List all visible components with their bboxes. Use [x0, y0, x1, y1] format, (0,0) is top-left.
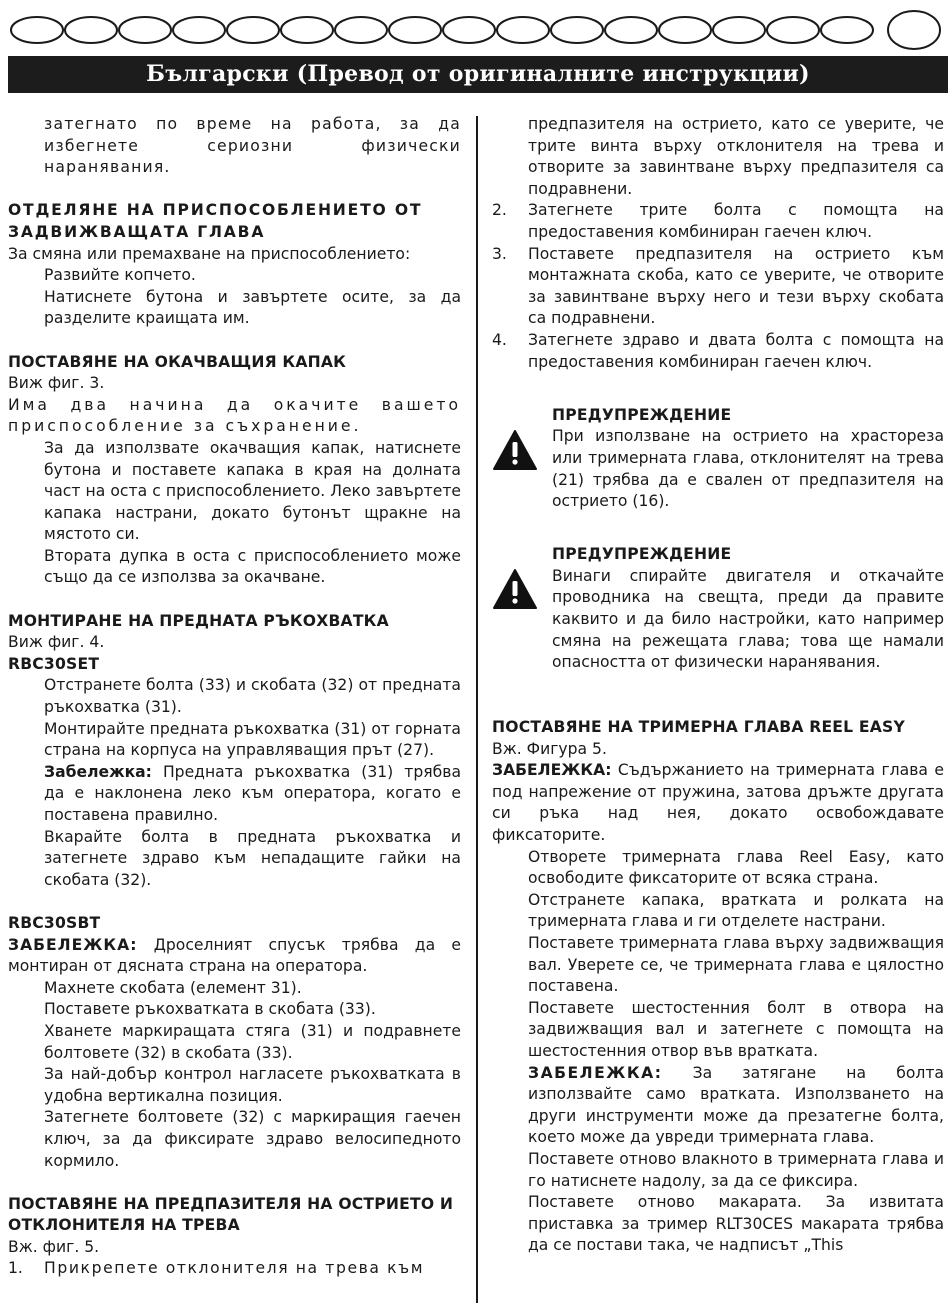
paragraph: предпазителя на острието, като се уверите, че трите винта върху отклонителя на трева и отворите за завинтване върху предпазителя са подравнени. [528, 115, 944, 198]
note-label: ЗАБЕЛЕЖКА: [492, 761, 612, 780]
warning-text: Винаги спирайте двигателя и откачайте проводника на свещта, преди да правите каквито и да било настройки, като например смяна на режещата глава; това ще намали опасността от физически наранявания. [552, 566, 944, 672]
paragraph: Втората дупка в оста с приспособлението може също да се използва за окачване. [44, 546, 461, 587]
section-heading: ПОСТАВЯНЕ НА ОКАЧВАЩИЯ КАПАК [8, 352, 347, 371]
paragraph: Вкарайте болта в предната ръкохватка и затегнете здраво към непадащите гайки на скобата (32). [44, 827, 461, 889]
section-heading: МОНТИРАНЕ НА ПРЕДНАТА РЪКОХВАТКА [8, 611, 389, 630]
note-text: Съдържанието на тримерната глава е под напрежение от пружина, затова дръжте другата си ръка над нея, докато освобождавате фиксаторите. [492, 761, 944, 844]
note [8, 762, 461, 827]
paragraph: Натиснете бутона и завъртете осите, за да разделите краищата им. [44, 287, 461, 328]
language-tab-oval [335, 17, 387, 43]
list-number: 4. [492, 330, 507, 349]
warning-title: ПРЕДУПРЕЖДЕНИЕ [552, 405, 732, 424]
note-text: Дроселният спусък трябва да е монтиран от дясната страна на оператора. [8, 935, 461, 976]
note-text: За затягане на болта използвайте само вратката. Използването на други инструменти може да презатегне болта, което може да увреди тримерната глава. [528, 1063, 944, 1147]
warning-icon [492, 544, 552, 617]
language-tab-oval [713, 17, 765, 43]
figure-ref: Вж. Фигура 5. [492, 739, 607, 758]
paragraph: Има два начина да окачите вашето приспособление за съхранение. [8, 395, 461, 436]
paragraph: Отстранете болта (33) и скобата (32) от предната ръкохватка (31). [44, 676, 461, 717]
figure-ref: Виж фиг. 4. [8, 633, 105, 652]
warning-block [492, 544, 944, 674]
language-tab-oval [821, 17, 873, 43]
list-item [492, 200, 944, 243]
language-tab-oval [659, 17, 711, 43]
paragraph: Махнете скобата (елемент 31). [44, 978, 302, 997]
warning-block [492, 405, 944, 513]
model-label: RBC30SET [8, 654, 100, 673]
note-text: Предната ръкохватка (31) трябва да е наклонена леко към оператора, когато е поставена правилно. [44, 762, 461, 824]
paragraph: Отворете тримерната глава Reel Easy, като освободите фиксаторите от всяка страна. [528, 847, 944, 888]
section-heading: ПОСТАВЯНЕ НА ПРЕДПАЗИТЕЛЯ НА ОСТРИЕТО И ОТКЛОНИТЕЛЯ НА ТРЕВА [8, 1194, 454, 1235]
note-label: ЗАБЕЛЕЖКА: [8, 935, 138, 954]
language-tab-oval [65, 17, 117, 43]
paragraph: Отстранете капака, вратката и ролката на тримерната глава и ги отделете настрани. [528, 890, 944, 931]
language-tab-oval [605, 17, 657, 43]
paragraph: За смяна или премахване на приспособлението: [8, 244, 411, 263]
note [8, 935, 461, 978]
list-item [492, 244, 944, 330]
language-tab-oval [227, 17, 279, 43]
list-text: Затегнете здраво и двата болта с помощта на предоставения комбиниран гаечен ключ. [528, 330, 944, 371]
paragraph: Развийте копчето. [44, 266, 196, 285]
section-heading: ОТДЕЛЯНЕ НА ПРИСПОСОБЛЕНИЕТО ОТ ЗАДВИЖВАЩАТА ГЛАВА [8, 201, 423, 241]
language-tab-oval [767, 17, 819, 43]
paragraph: Поставете отново влакното в тримерната глава и го натиснете надолу, за да се фиксира. [528, 1149, 944, 1190]
language-tab-active [888, 11, 940, 49]
list-item [492, 330, 944, 373]
paragraph: За да използвате окачващия капак, натиснете бутона и поставете капака в края на долната част на оста с приспособлението. Леко завъртете капака настрани, докато бутонът щракне на мястото си. [44, 438, 461, 544]
language-tab-oval [173, 17, 225, 43]
right-column [492, 114, 944, 1257]
paragraph: Монтирайте предната ръкохватка (31) от горната страна на корпуса на управляващия прът (27). [44, 719, 461, 760]
model-label: RBC30SBT [8, 913, 101, 932]
figure-ref: Виж фиг. 3. [8, 374, 105, 393]
left-column [8, 114, 461, 1280]
language-tab-strip [0, 8, 950, 50]
paragraph: Поставете ръкохватката в скобата (33). [44, 1000, 376, 1019]
language-tab-oval [11, 17, 63, 43]
paragraph: Поставете шестостенния болт в отвора на задвижващия вал и затегнете с помощта на шестостенния отвор във вратката. [528, 998, 944, 1060]
note [492, 760, 944, 846]
figure-ref: Вж. фиг. 5. [8, 1237, 100, 1256]
note-label: Забележка: [44, 762, 152, 781]
paragraph: Поставете отново макарата. За извитата приставка за тример RLT30CES макарата трябва да се постави така, че надписът „This [528, 1193, 944, 1255]
list-text: Прикрепете отклонителя на трева към [44, 1259, 425, 1278]
warning-text: При използване на острието на храстореза или тримерната глава, отклонителят на трева (21) трябва да е свален от предпазителя на острието (16). [552, 427, 944, 511]
note [492, 1063, 944, 1149]
paragraph: Поставете тримерната глава върху задвижващия вал. Уверете се, че тримерната глава е цялостно поставена. [528, 933, 944, 996]
list-text: Затегнете трите болта с помощта на предоставения комбиниран гаечен ключ. [528, 201, 944, 241]
list-number: 3. [492, 244, 507, 263]
section-heading: ПОСТАВЯНЕ НА ТРИМЕРНА ГЛАВА REEL EASY [492, 718, 905, 737]
list-text: Поставете предпазителя на острието към монтажната скоба, като се уверите, че отворите за завинтване върху него и тези върху скобата са подравнени. [528, 244, 944, 328]
list-number: 1. [8, 1259, 23, 1278]
note-label: ЗАБЕЛЕЖКА: [528, 1063, 663, 1082]
warning-title: ПРЕДУПРЕЖДЕНИЕ [552, 545, 732, 564]
warning-icon [492, 405, 552, 478]
column-divider [476, 116, 478, 1303]
language-tab-oval [497, 17, 549, 43]
paragraph: Хванете маркиращата стяга (31) и подравнете болтовете (32) в скобата (33). [44, 1021, 461, 1062]
list-item [8, 1258, 461, 1280]
page-title: Български (Превод от оригиналните инструкции) [8, 56, 948, 93]
intro-text: затегнато по време на работа, за да избегнете сериозни физически наранявания. [44, 115, 461, 177]
paragraph: Затегнете болтовете (32) с маркиращия гаечен ключ, за да фиксирате здраво велосипедното кормило. [44, 1108, 461, 1170]
paragraph: За най-добър контрол нагласете ръкохватката в удобна вертикална позиция. [44, 1065, 461, 1105]
language-tab-oval [281, 17, 333, 43]
language-tab-oval [443, 17, 495, 43]
list-number: 2. [492, 201, 507, 220]
language-tab-oval [551, 17, 603, 43]
language-tab-oval [389, 17, 441, 43]
language-tab-oval [119, 17, 171, 43]
